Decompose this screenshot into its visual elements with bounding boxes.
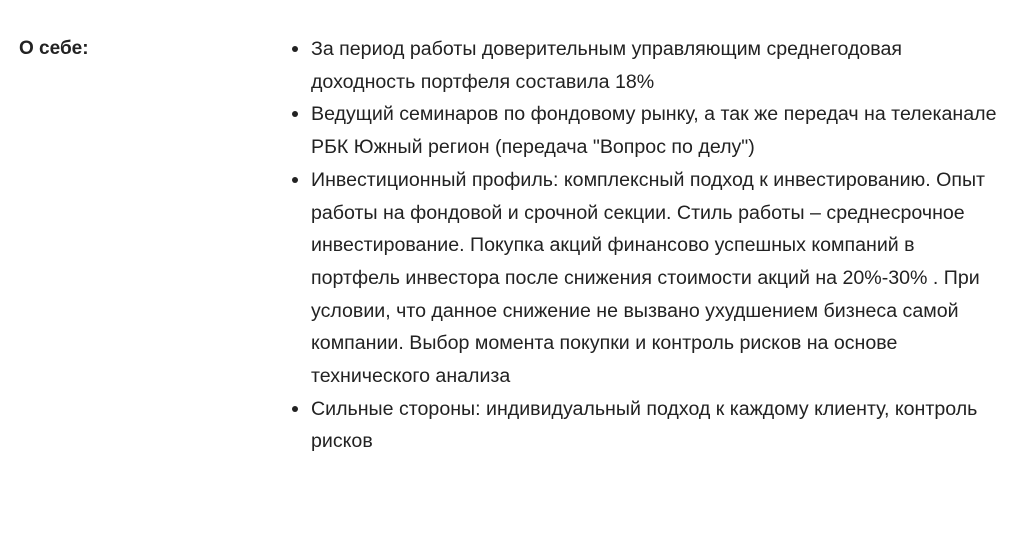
about-label: О себе: <box>19 38 89 59</box>
list-item-text: Инвестиционный профиль: комплексный подход к инвестированию. Опыт работы на фондовой и срочной секции. Стиль работы – среднесрочное инвестирование. Покупка акций финансово успешных компаний в портфель инвестора после снижения стоимости акций на 20%-30% . При условии, что данное снижение не вызвано ухудшением бизнеса самой компании. Выбор момента покупки и контроль рисков на основе технического анализа <box>311 168 986 388</box>
list-item-text: Ведущий семинаров по фондовому рынку, а так же передач на телеканале РБК Южный регион (передача "Вопрос по делу") <box>311 103 997 159</box>
list-item <box>311 33 1001 98</box>
list-item <box>311 98 1001 163</box>
list-item-text: Сильные стороны: индивидуальный подход к каждому клиенту, контроль рисков <box>311 397 978 453</box>
about-list <box>311 33 1001 458</box>
list-item <box>311 164 1001 393</box>
list-item-text: За период работы доверительным управляющим среднегодовая доходность портфеля составила 18% <box>311 38 902 93</box>
list-item <box>311 393 1001 458</box>
